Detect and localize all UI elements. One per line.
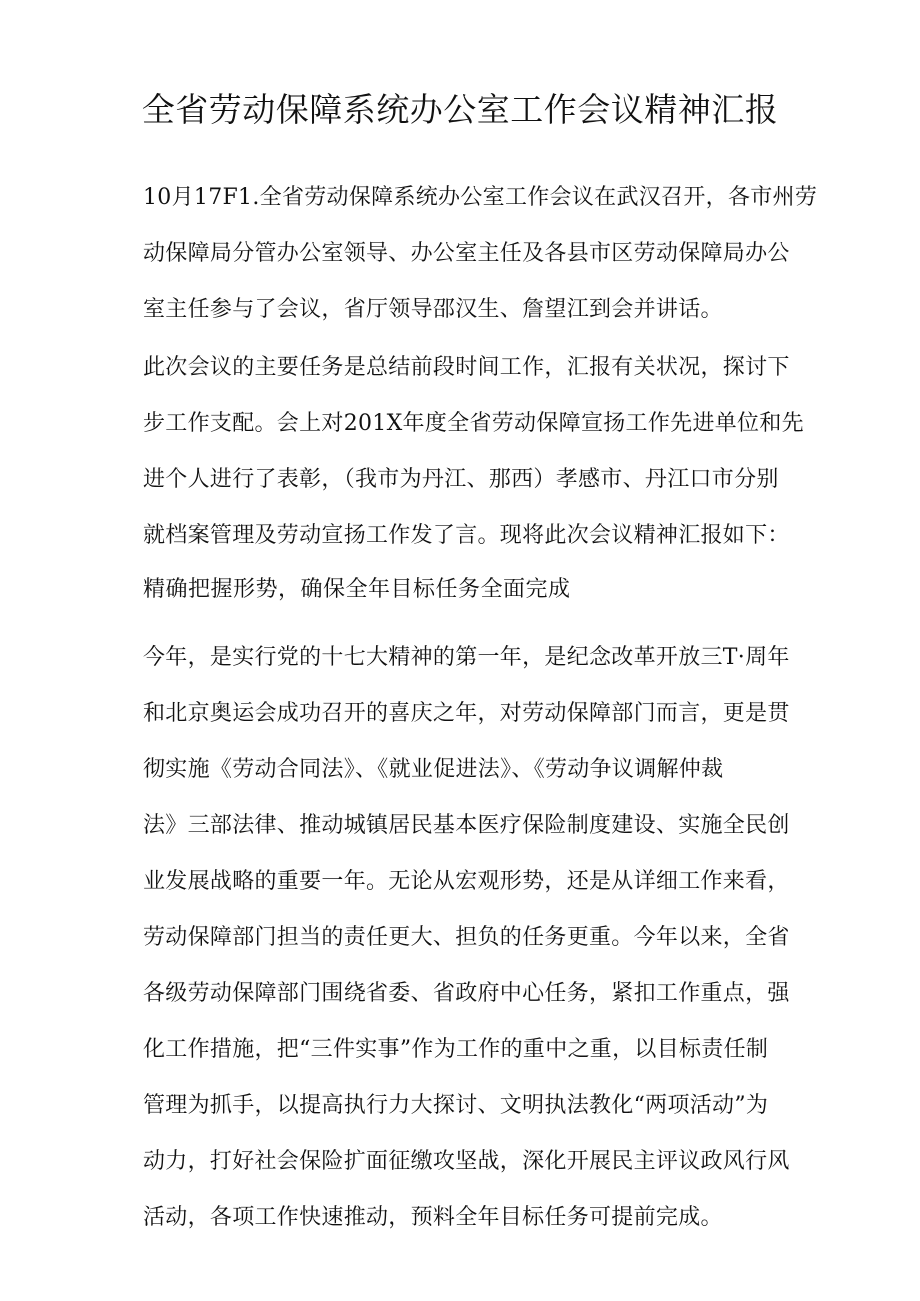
text-line: 步工作支配。会上对201X年度全省劳动保障宣扬工作先进单位和先 — [143, 411, 804, 436]
paragraph-meeting-tasks — [143, 340, 804, 564]
text-line: 法》三部法律、推动城镇居民基本医疗保险制度建设、实施全民创 — [143, 813, 790, 838]
text-line: 动保障局分管办公室领导、办公室主任及各县市区劳动保障局办公 — [143, 241, 790, 266]
text-line: 进个人进行了表彰，（我市为丹江、那西）孝感市、丹江口市分别 — [143, 467, 779, 492]
text-line: 活动，各项工作快速推动，预料全年目标任务可提前完成。 — [143, 1205, 723, 1230]
text-line: 彻实施《劳动合同法》、《就业促进法》、《劳动争议调解仲裁 — [143, 757, 724, 782]
text-line: 10月17F1.全省劳动保障系统办公室工作会议在武汉召开，各市州劳 — [143, 185, 818, 210]
text-line: 和北京奥运会成功召开的喜庆之年，对劳动保障部门而言，更是贯 — [143, 701, 790, 726]
document-title: 全省劳动保障系统办公室工作会议精神汇报 — [141, 90, 779, 129]
text-line: 就档案管理及劳动宣扬工作发了言。现将此次会议精神汇报如下： — [143, 523, 790, 548]
text-line: 室主任参与了会议，省厅领导邵汉生、詹望江到会并讲话。 — [143, 297, 723, 322]
section-heading — [143, 562, 783, 618]
text-line: 动力，打好社会保险扩面征缴攻坚战，深化开展民主评议政风行风 — [143, 1149, 790, 1174]
text-line: 精确把握形势，确保全年目标任务全面完成 — [143, 577, 571, 602]
text-line: 劳动保障部门担当的责任更大、担负的任务更重。今年以来，全省 — [143, 925, 790, 950]
text-line: 管理为抓手，以提高执行力大探讨、文明执法教化“两项活动”为 — [143, 1093, 769, 1118]
paragraph-meeting-intro — [143, 170, 818, 338]
text-line: 今年，是实行党的十七大精神的第一年，是纪念改革开放三T·周年 — [143, 645, 790, 670]
text-line: 业发展战略的重要一年。无论从宏观形势，还是从详细工作来看， — [143, 869, 790, 894]
paragraph-year-overview — [143, 630, 790, 1246]
text-line: 各级劳动保障部门围绕省委、省政府中心任务，紧扣工作重点，强 — [143, 981, 790, 1006]
text-line: 此次会议的主要任务是总结前段时间工作，汇报有关状况，探讨下 — [143, 355, 790, 380]
text-line: 化工作措施，把“三件实事”作为工作的重中之重，以目标责任制 — [143, 1037, 769, 1062]
